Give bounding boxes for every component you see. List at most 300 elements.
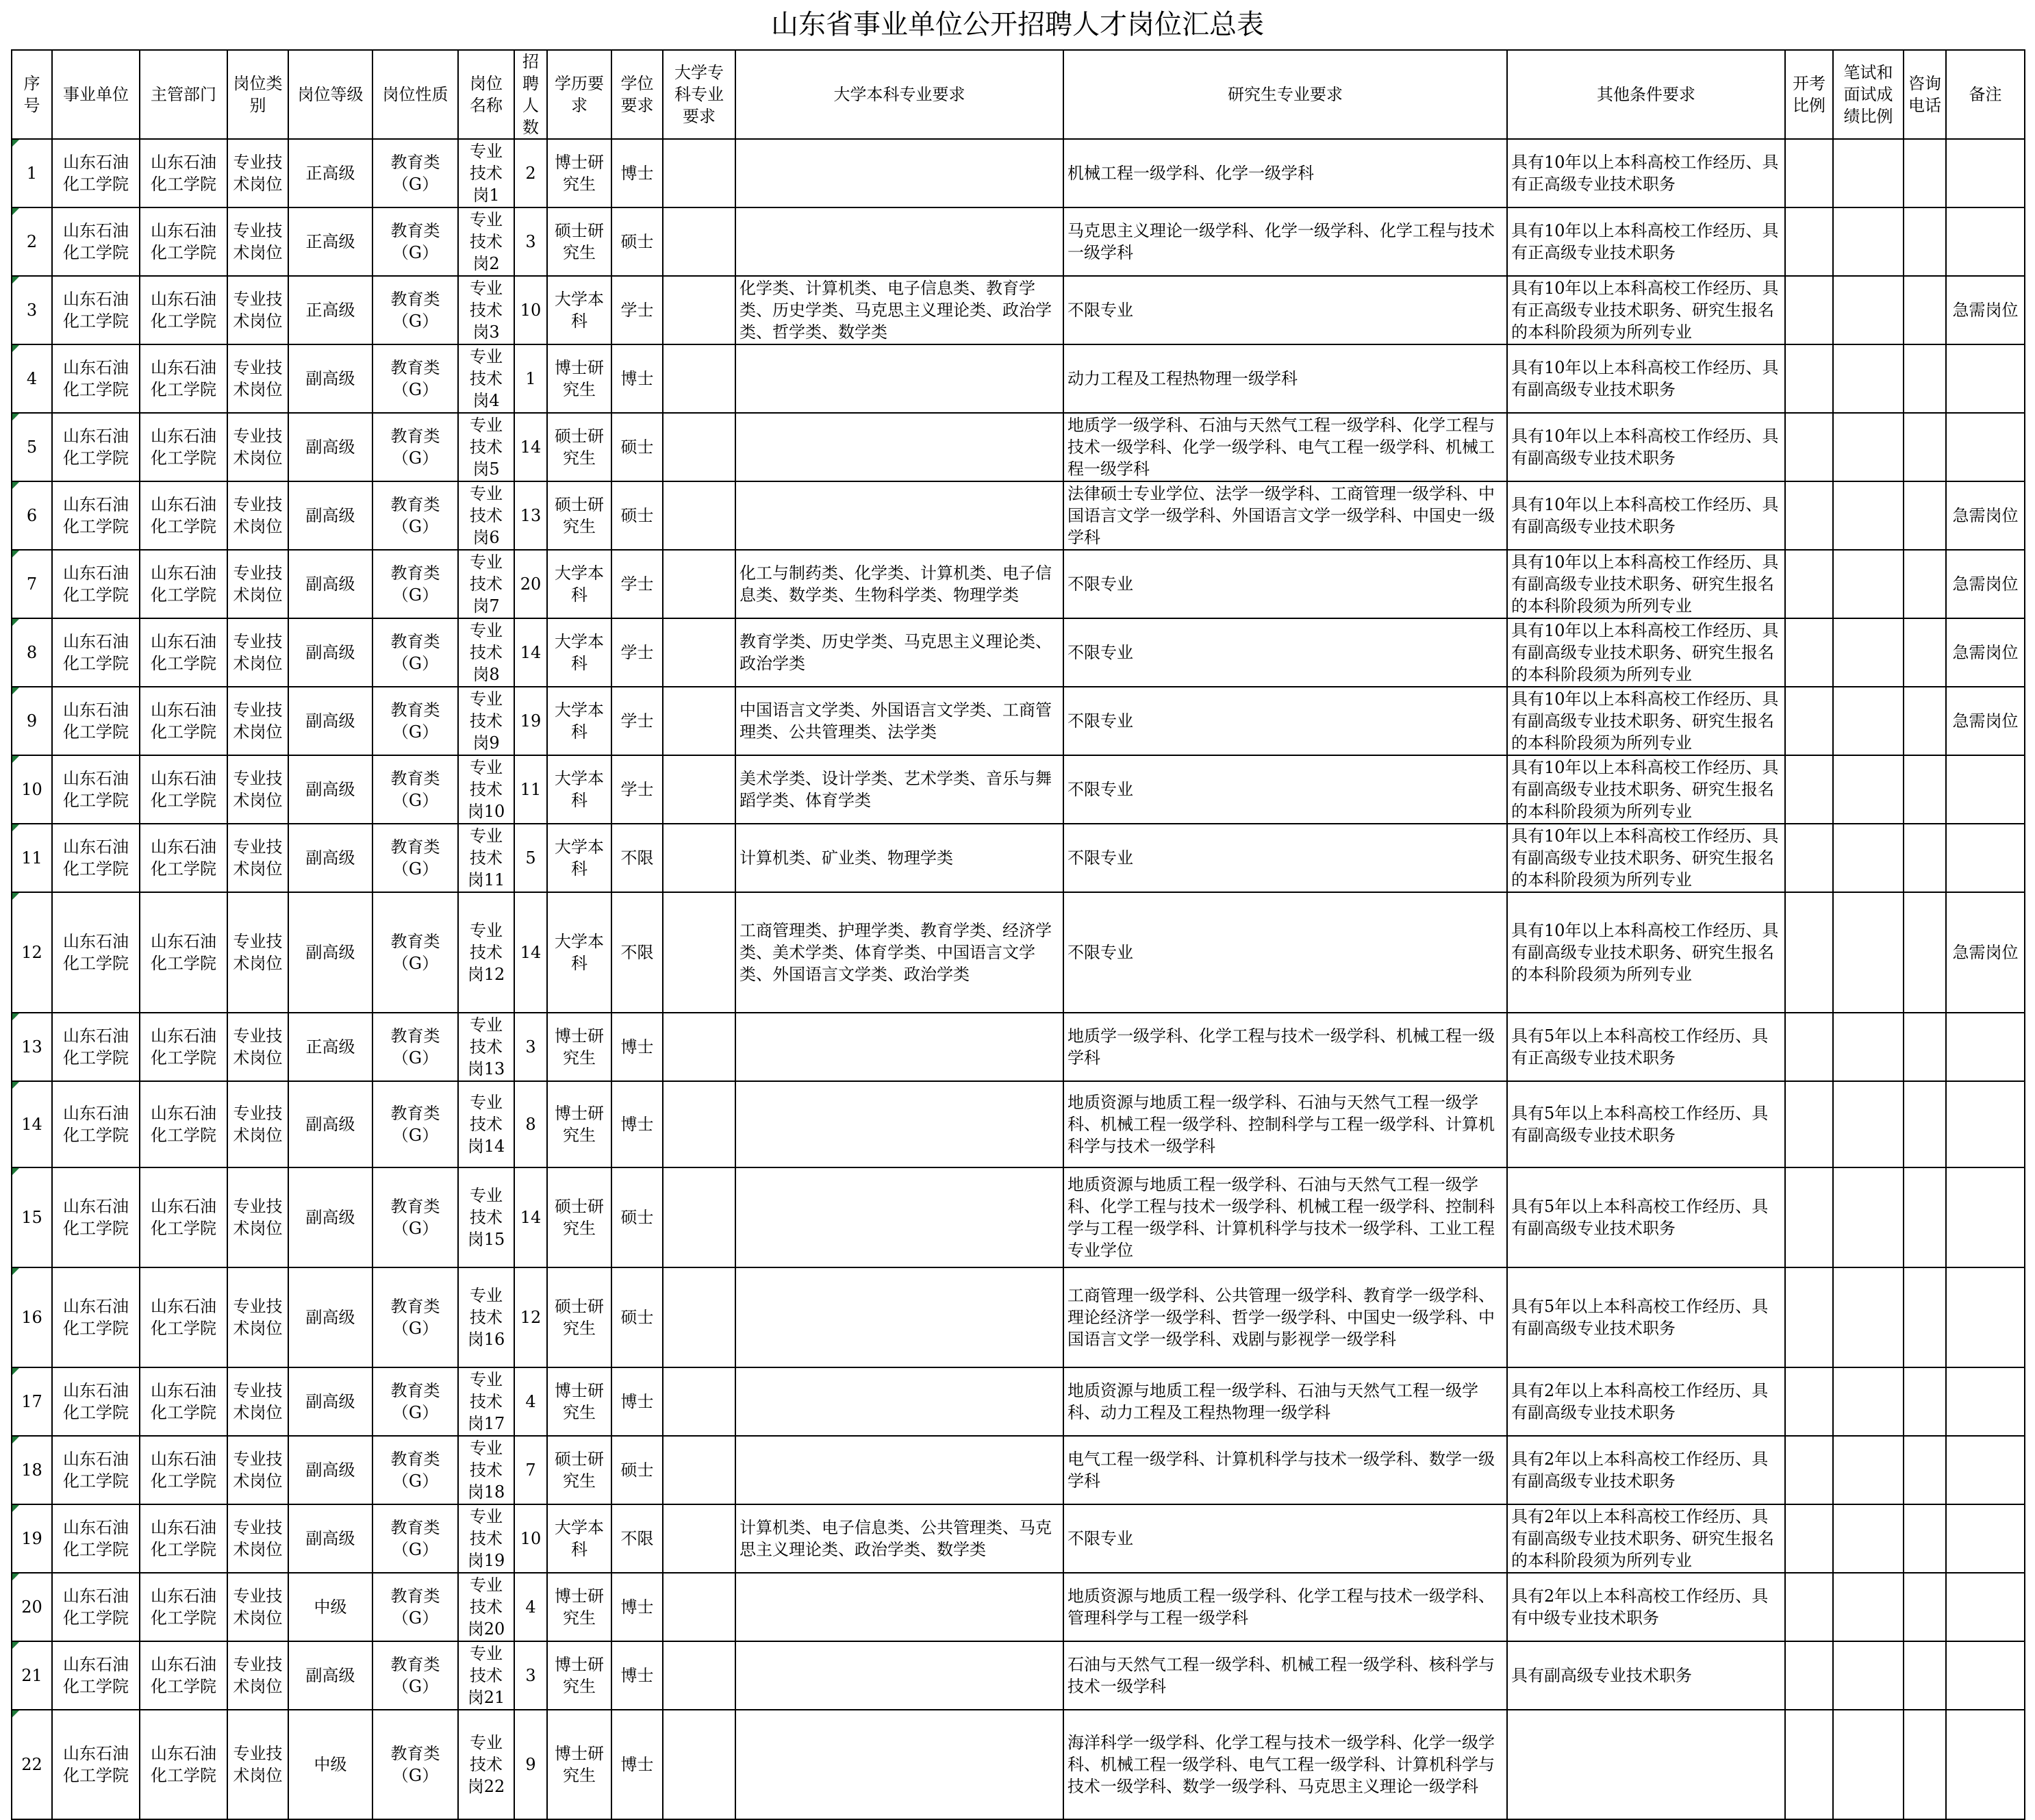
cell-count: 3 — [514, 1013, 547, 1081]
cell-count: 3 — [514, 207, 547, 276]
cell-grad: 法律硕士专业学位、法学一级学科、工商管理一级学科、中国语言文学一级学科、外国语言文学一级学科、中国史一级学科 — [1063, 481, 1507, 550]
cell-note — [1946, 1167, 2025, 1267]
cell-undergrad — [735, 1641, 1063, 1710]
cell-unit: 山东石油化工学院 — [52, 892, 140, 1013]
header-other: 其他条件要求 — [1507, 50, 1785, 139]
cell-score — [1833, 1167, 1904, 1267]
cell-dept: 山东石油化工学院 — [140, 824, 227, 892]
cell-category: 专业技术岗位 — [227, 824, 288, 892]
cell-undergrad — [735, 1710, 1063, 1819]
cell-score — [1833, 276, 1904, 344]
cell-seq: 3 — [12, 276, 52, 344]
cell-category: 专业技术岗位 — [227, 1013, 288, 1081]
cell-other: 具有2年以上本科高校工作经历、具有副高级专业技术职务 — [1507, 1367, 1785, 1436]
table-row — [12, 1710, 2025, 1819]
cell-college — [663, 481, 735, 550]
cell-seq: 6 — [12, 481, 52, 550]
table-row — [12, 481, 2025, 550]
cell-grad: 地质资源与地质工程一级学科、化学工程与技术一级学科、管理科学与工程一级学科 — [1063, 1573, 1507, 1641]
cell-nature: 教育类（G） — [372, 276, 458, 344]
cell-other: 具有10年以上本科高校工作经历、具有副高级专业技术职务、研究生报名的本科阶段须为所列专业 — [1507, 824, 1785, 892]
cell-seq: 18 — [12, 1436, 52, 1504]
cell-phone — [1904, 687, 1946, 755]
cell-nature: 教育类（G） — [372, 1267, 458, 1367]
cell-undergrad — [735, 1573, 1063, 1641]
cell-unit: 山东石油化工学院 — [52, 481, 140, 550]
cell-post: 专业技术岗22 — [458, 1710, 514, 1819]
cell-college — [663, 1573, 735, 1641]
cell-seq: 7 — [12, 550, 52, 618]
cell-category: 专业技术岗位 — [227, 1081, 288, 1167]
header-unit: 事业单位 — [52, 50, 140, 139]
cell-count: 10 — [514, 276, 547, 344]
cell-other: 具有10年以上本科高校工作经历、具有副高级专业技术职务、研究生报名的本科阶段须为所列专业 — [1507, 755, 1785, 824]
cell-post: 专业技术岗6 — [458, 481, 514, 550]
positions-table — [11, 49, 2025, 1820]
cell-edu: 硕士研究生 — [547, 1267, 611, 1367]
cell-count: 3 — [514, 1641, 547, 1710]
cell-level: 副高级 — [288, 824, 372, 892]
cell-note: 急需岗位 — [1946, 687, 2025, 755]
cell-level: 副高级 — [288, 1436, 372, 1504]
cell-grad: 海洋科学一级学科、化学工程与技术一级学科、化学一级学科、机械工程一级学科、电气工程一级学科、计算机科学与技术一级学科、数学一级学科、马克思主义理论一级学科 — [1063, 1710, 1507, 1819]
cell-note — [1946, 1573, 2025, 1641]
cell-edu: 硕士研究生 — [547, 1436, 611, 1504]
cell-grad: 不限专业 — [1063, 276, 1507, 344]
cell-college — [663, 1710, 735, 1819]
cell-other: 具有10年以上本科高校工作经历、具有副高级专业技术职务、研究生报名的本科阶段须为所列专业 — [1507, 892, 1785, 1013]
table-row — [12, 413, 2025, 481]
cell-dept: 山东石油化工学院 — [140, 687, 227, 755]
cell-grad: 不限专业 — [1063, 892, 1507, 1013]
cell-degree: 博士 — [611, 1013, 663, 1081]
cell-phone — [1904, 892, 1946, 1013]
cell-phone — [1904, 139, 1946, 207]
cell-degree: 博士 — [611, 1367, 663, 1436]
cell-dept: 山东石油化工学院 — [140, 1641, 227, 1710]
cell-degree: 硕士 — [611, 1436, 663, 1504]
cell-phone — [1904, 824, 1946, 892]
cell-unit: 山东石油化工学院 — [52, 413, 140, 481]
cell-undergrad — [735, 1081, 1063, 1167]
header-undergrad: 大学本科专业要求 — [735, 50, 1063, 139]
cell-ratio — [1785, 413, 1833, 481]
cell-seq: 12 — [12, 892, 52, 1013]
cell-other — [1507, 1710, 1785, 1819]
cell-grad: 工商管理一级学科、公共管理一级学科、教育学一级学科、理论经济学一级学科、哲学一级学科、中国史一级学科、中国语言文学一级学科、戏剧与影视学一级学科 — [1063, 1267, 1507, 1367]
cell-note — [1946, 1504, 2025, 1573]
cell-degree: 不限 — [611, 892, 663, 1013]
cell-grad: 电气工程一级学科、计算机科学与技术一级学科、数学一级学科 — [1063, 1436, 1507, 1504]
cell-level: 正高级 — [288, 207, 372, 276]
cell-post: 专业技术岗3 — [458, 276, 514, 344]
cell-nature: 教育类（G） — [372, 1504, 458, 1573]
cell-score — [1833, 1367, 1904, 1436]
cell-category: 专业技术岗位 — [227, 1573, 288, 1641]
cell-unit: 山东石油化工学院 — [52, 755, 140, 824]
cell-unit: 山东石油化工学院 — [52, 1710, 140, 1819]
cell-edu: 硕士研究生 — [547, 207, 611, 276]
header-note: 备注 — [1946, 50, 2025, 139]
cell-score — [1833, 1573, 1904, 1641]
cell-post: 专业技术岗21 — [458, 1641, 514, 1710]
cell-count: 14 — [514, 413, 547, 481]
cell-count: 4 — [514, 1367, 547, 1436]
cell-college — [663, 892, 735, 1013]
cell-post: 专业技术岗7 — [458, 550, 514, 618]
cell-note: 急需岗位 — [1946, 276, 2025, 344]
cell-college — [663, 755, 735, 824]
cell-category: 专业技术岗位 — [227, 207, 288, 276]
cell-ratio — [1785, 755, 1833, 824]
cell-edu: 博士研究生 — [547, 1573, 611, 1641]
cell-undergrad — [735, 1013, 1063, 1081]
cell-edu: 大学本科 — [547, 755, 611, 824]
cell-dept: 山东石油化工学院 — [140, 1573, 227, 1641]
cell-phone — [1904, 618, 1946, 687]
cell-score — [1833, 481, 1904, 550]
cell-edu: 博士研究生 — [547, 1641, 611, 1710]
cell-college — [663, 618, 735, 687]
cell-seq: 17 — [12, 1367, 52, 1436]
cell-note: 急需岗位 — [1946, 481, 2025, 550]
cell-level: 正高级 — [288, 276, 372, 344]
cell-dept: 山东石油化工学院 — [140, 1013, 227, 1081]
table-body — [12, 139, 2025, 1819]
cell-level: 副高级 — [288, 413, 372, 481]
cell-dept: 山东石油化工学院 — [140, 413, 227, 481]
table-row — [12, 1367, 2025, 1436]
cell-degree: 博士 — [611, 344, 663, 413]
cell-grad: 地质学一级学科、石油与天然气工程一级学科、化学工程与技术一级学科、化学一级学科、电气工程一级学科、机械工程一级学科 — [1063, 413, 1507, 481]
cell-grad: 地质资源与地质工程一级学科、石油与天然气工程一级学科、机械工程一级学科、控制科学与工程一级学科、计算机科学与技术一级学科 — [1063, 1081, 1507, 1167]
header-degree: 学位要求 — [611, 50, 663, 139]
cell-dept: 山东石油化工学院 — [140, 1367, 227, 1436]
cell-phone — [1904, 207, 1946, 276]
cell-ratio — [1785, 276, 1833, 344]
table-row — [12, 687, 2025, 755]
cell-note — [1946, 755, 2025, 824]
cell-grad: 马克思主义理论一级学科、化学一级学科、化学工程与技术一级学科 — [1063, 207, 1507, 276]
cell-degree: 硕士 — [611, 1167, 663, 1267]
cell-category: 专业技术岗位 — [227, 618, 288, 687]
cell-other: 具有10年以上本科高校工作经历、具有正高级专业技术职务 — [1507, 207, 1785, 276]
cell-category: 专业技术岗位 — [227, 1504, 288, 1573]
cell-ratio — [1785, 1710, 1833, 1819]
header-college: 大学专科专业要求 — [663, 50, 735, 139]
cell-dept: 山东石油化工学院 — [140, 1504, 227, 1573]
cell-unit: 山东石油化工学院 — [52, 1504, 140, 1573]
cell-degree: 学士 — [611, 687, 663, 755]
header-edu: 学历要求 — [547, 50, 611, 139]
cell-nature: 教育类（G） — [372, 687, 458, 755]
cell-count: 14 — [514, 892, 547, 1013]
cell-note — [1946, 1436, 2025, 1504]
table-row — [12, 618, 2025, 687]
cell-ratio — [1785, 1504, 1833, 1573]
cell-category: 专业技术岗位 — [227, 1167, 288, 1267]
cell-phone — [1904, 1013, 1946, 1081]
cell-post: 专业技术岗19 — [458, 1504, 514, 1573]
table-row — [12, 1641, 2025, 1710]
cell-count: 14 — [514, 1167, 547, 1267]
cell-unit: 山东石油化工学院 — [52, 1367, 140, 1436]
cell-undergrad: 美术学类、设计学类、艺术学类、音乐与舞蹈学类、体育学类 — [735, 755, 1063, 824]
cell-other: 具有10年以上本科高校工作经历、具有副高级专业技术职务、研究生报名的本科阶段须为所列专业 — [1507, 618, 1785, 687]
cell-phone — [1904, 1710, 1946, 1819]
cell-seq: 5 — [12, 413, 52, 481]
cell-dept: 山东石油化工学院 — [140, 344, 227, 413]
cell-unit: 山东石油化工学院 — [52, 207, 140, 276]
cell-seq: 21 — [12, 1641, 52, 1710]
table-row — [12, 550, 2025, 618]
cell-nature: 教育类（G） — [372, 139, 458, 207]
cell-unit: 山东石油化工学院 — [52, 1267, 140, 1367]
cell-phone — [1904, 1641, 1946, 1710]
header-score: 笔试和面试成绩比例 — [1833, 50, 1904, 139]
cell-dept: 山东石油化工学院 — [140, 139, 227, 207]
cell-seq: 11 — [12, 824, 52, 892]
cell-ratio — [1785, 1081, 1833, 1167]
cell-undergrad — [735, 344, 1063, 413]
cell-other: 具有10年以上本科高校工作经历、具有副高级专业技术职务 — [1507, 413, 1785, 481]
cell-seq: 20 — [12, 1573, 52, 1641]
cell-note — [1946, 207, 2025, 276]
cell-count: 11 — [514, 755, 547, 824]
cell-ratio — [1785, 618, 1833, 687]
cell-note — [1946, 413, 2025, 481]
cell-count: 14 — [514, 618, 547, 687]
cell-college — [663, 1436, 735, 1504]
cell-unit: 山东石油化工学院 — [52, 824, 140, 892]
cell-nature: 教育类（G） — [372, 824, 458, 892]
cell-category: 专业技术岗位 — [227, 344, 288, 413]
cell-other: 具有2年以上本科高校工作经历、具有副高级专业技术职务、研究生报名的本科阶段须为所列专业 — [1507, 1504, 1785, 1573]
cell-ratio — [1785, 1167, 1833, 1267]
cell-nature: 教育类（G） — [372, 1013, 458, 1081]
cell-college — [663, 1504, 735, 1573]
cell-unit: 山东石油化工学院 — [52, 344, 140, 413]
cell-score — [1833, 1267, 1904, 1367]
cell-grad: 不限专业 — [1063, 687, 1507, 755]
cell-college — [663, 824, 735, 892]
cell-score — [1833, 824, 1904, 892]
cell-seq: 2 — [12, 207, 52, 276]
cell-category: 专业技术岗位 — [227, 1267, 288, 1367]
cell-college — [663, 1167, 735, 1267]
cell-note — [1946, 1081, 2025, 1167]
cell-undergrad — [735, 207, 1063, 276]
cell-note — [1946, 139, 2025, 207]
cell-dept: 山东石油化工学院 — [140, 1710, 227, 1819]
cell-other: 具有10年以上本科高校工作经历、具有副高级专业技术职务、研究生报名的本科阶段须为所列专业 — [1507, 687, 1785, 755]
cell-level: 副高级 — [288, 618, 372, 687]
cell-dept: 山东石油化工学院 — [140, 207, 227, 276]
cell-phone — [1904, 481, 1946, 550]
cell-unit: 山东石油化工学院 — [52, 139, 140, 207]
cell-nature: 教育类（G） — [372, 413, 458, 481]
cell-score — [1833, 1641, 1904, 1710]
cell-count: 5 — [514, 824, 547, 892]
cell-edu: 大学本科 — [547, 892, 611, 1013]
cell-degree: 学士 — [611, 276, 663, 344]
page-title: 山东省事业单位公开招聘人才岗位汇总表 — [771, 9, 1264, 40]
cell-note — [1946, 344, 2025, 413]
table-row — [12, 1167, 2025, 1267]
cell-grad: 不限专业 — [1063, 755, 1507, 824]
cell-ratio — [1785, 1573, 1833, 1641]
cell-other: 具有10年以上本科高校工作经历、具有副高级专业技术职务、研究生报名的本科阶段须为所列专业 — [1507, 550, 1785, 618]
cell-seq: 9 — [12, 687, 52, 755]
cell-undergrad — [735, 1436, 1063, 1504]
cell-ratio — [1785, 1267, 1833, 1367]
cell-post: 专业技术岗20 — [458, 1573, 514, 1641]
table-row — [12, 139, 2025, 207]
cell-ratio — [1785, 1641, 1833, 1710]
header-seq: 序号 — [12, 50, 52, 139]
cell-nature: 教育类（G） — [372, 481, 458, 550]
cell-ratio — [1785, 892, 1833, 1013]
cell-college — [663, 1367, 735, 1436]
cell-category: 专业技术岗位 — [227, 892, 288, 1013]
cell-grad: 不限专业 — [1063, 824, 1507, 892]
cell-phone — [1904, 1167, 1946, 1267]
cell-count: 9 — [514, 1710, 547, 1819]
cell-college — [663, 344, 735, 413]
cell-dept: 山东石油化工学院 — [140, 1267, 227, 1367]
cell-post: 专业技术岗13 — [458, 1013, 514, 1081]
cell-degree: 博士 — [611, 1573, 663, 1641]
cell-seq: 1 — [12, 139, 52, 207]
cell-post: 专业技术岗16 — [458, 1267, 514, 1367]
cell-category: 专业技术岗位 — [227, 1367, 288, 1436]
cell-nature: 教育类（G） — [372, 892, 458, 1013]
cell-degree: 硕士 — [611, 413, 663, 481]
cell-nature: 教育类（G） — [372, 550, 458, 618]
cell-unit: 山东石油化工学院 — [52, 687, 140, 755]
cell-post: 专业技术岗11 — [458, 824, 514, 892]
cell-edu: 博士研究生 — [547, 1710, 611, 1819]
cell-note — [1946, 824, 2025, 892]
cell-degree: 学士 — [611, 550, 663, 618]
cell-count: 4 — [514, 1573, 547, 1641]
cell-score — [1833, 687, 1904, 755]
cell-count: 12 — [514, 1267, 547, 1367]
cell-ratio — [1785, 1436, 1833, 1504]
table-row — [12, 1267, 2025, 1367]
cell-edu: 博士研究生 — [547, 139, 611, 207]
cell-undergrad: 化工与制药类、化学类、计算机类、电子信息类、数学类、生物科学类、物理学类 — [735, 550, 1063, 618]
cell-degree: 博士 — [611, 1710, 663, 1819]
header-grad: 研究生专业要求 — [1063, 50, 1507, 139]
cell-phone — [1904, 1081, 1946, 1167]
cell-edu: 大学本科 — [547, 824, 611, 892]
cell-score — [1833, 139, 1904, 207]
cell-grad: 石油与天然气工程一级学科、机械工程一级学科、核科学与技术一级学科 — [1063, 1641, 1507, 1710]
cell-undergrad: 教育学类、历史学类、马克思主义理论类、政治学类 — [735, 618, 1063, 687]
cell-nature: 教育类（G） — [372, 344, 458, 413]
cell-nature: 教育类（G） — [372, 1573, 458, 1641]
cell-edu: 博士研究生 — [547, 1013, 611, 1081]
cell-post: 专业技术岗2 — [458, 207, 514, 276]
cell-other: 具有5年以上本科高校工作经历、具有副高级专业技术职务 — [1507, 1267, 1785, 1367]
cell-note — [1946, 1013, 2025, 1081]
table-row — [12, 824, 2025, 892]
cell-college — [663, 550, 735, 618]
cell-unit: 山东石油化工学院 — [52, 1013, 140, 1081]
cell-undergrad — [735, 1267, 1063, 1367]
cell-undergrad: 工商管理类、护理学类、教育学类、经济学类、美术学类、体育学类、中国语言文学类、外国语言文学类、政治学类 — [735, 892, 1063, 1013]
cell-score — [1833, 1504, 1904, 1573]
cell-edu: 博士研究生 — [547, 344, 611, 413]
cell-college — [663, 1081, 735, 1167]
cell-degree: 不限 — [611, 824, 663, 892]
cell-edu: 大学本科 — [547, 618, 611, 687]
header-level: 岗位等级 — [288, 50, 372, 139]
cell-undergrad — [735, 1167, 1063, 1267]
table-row — [12, 207, 2025, 276]
cell-dept: 山东石油化工学院 — [140, 550, 227, 618]
cell-score — [1833, 413, 1904, 481]
cell-level: 副高级 — [288, 687, 372, 755]
cell-phone — [1904, 276, 1946, 344]
cell-post: 专业技术岗18 — [458, 1436, 514, 1504]
cell-dept: 山东石油化工学院 — [140, 1436, 227, 1504]
cell-level: 副高级 — [288, 550, 372, 618]
cell-post: 专业技术岗9 — [458, 687, 514, 755]
cell-other: 具有2年以上本科高校工作经历、具有副高级专业技术职务 — [1507, 1436, 1785, 1504]
cell-other: 具有5年以上本科高校工作经历、具有副高级专业技术职务 — [1507, 1081, 1785, 1167]
cell-edu: 大学本科 — [547, 276, 611, 344]
cell-degree: 博士 — [611, 139, 663, 207]
cell-unit: 山东石油化工学院 — [52, 618, 140, 687]
cell-grad: 地质资源与地质工程一级学科、石油与天然气工程一级学科、动力工程及工程热物理一级学科 — [1063, 1367, 1507, 1436]
cell-unit: 山东石油化工学院 — [52, 276, 140, 344]
table-row — [12, 1573, 2025, 1641]
cell-category: 专业技术岗位 — [227, 1436, 288, 1504]
cell-degree: 硕士 — [611, 1267, 663, 1367]
cell-level: 副高级 — [288, 755, 372, 824]
cell-grad: 地质资源与地质工程一级学科、石油与天然气工程一级学科、化学工程与技术一级学科、机械工程一级学科、控制科学与工程一级学科、计算机科学与技术一级学科、工业工程专业学位 — [1063, 1167, 1507, 1267]
cell-note — [1946, 1267, 2025, 1367]
table-row — [12, 1081, 2025, 1167]
cell-degree: 博士 — [611, 1641, 663, 1710]
cell-undergrad — [735, 1367, 1063, 1436]
cell-score — [1833, 1013, 1904, 1081]
cell-degree: 学士 — [611, 618, 663, 687]
cell-count: 20 — [514, 550, 547, 618]
cell-other: 具有5年以上本科高校工作经历、具有副高级专业技术职务 — [1507, 1167, 1785, 1267]
cell-phone — [1904, 550, 1946, 618]
cell-seq: 10 — [12, 755, 52, 824]
cell-category: 专业技术岗位 — [227, 1710, 288, 1819]
cell-edu: 博士研究生 — [547, 1081, 611, 1167]
cell-ratio — [1785, 139, 1833, 207]
cell-seq: 8 — [12, 618, 52, 687]
cell-post: 专业技术岗1 — [458, 139, 514, 207]
cell-note — [1946, 1367, 2025, 1436]
cell-grad: 不限专业 — [1063, 550, 1507, 618]
header-count: 招聘人数 — [514, 50, 547, 139]
cell-ratio — [1785, 1013, 1833, 1081]
cell-ratio — [1785, 481, 1833, 550]
cell-grad: 不限专业 — [1063, 618, 1507, 687]
cell-edu: 硕士研究生 — [547, 1167, 611, 1267]
cell-undergrad: 计算机类、矿业类、物理学类 — [735, 824, 1063, 892]
cell-level: 副高级 — [288, 892, 372, 1013]
cell-other: 具有2年以上本科高校工作经历、具有中级专业技术职务 — [1507, 1573, 1785, 1641]
cell-undergrad — [735, 139, 1063, 207]
